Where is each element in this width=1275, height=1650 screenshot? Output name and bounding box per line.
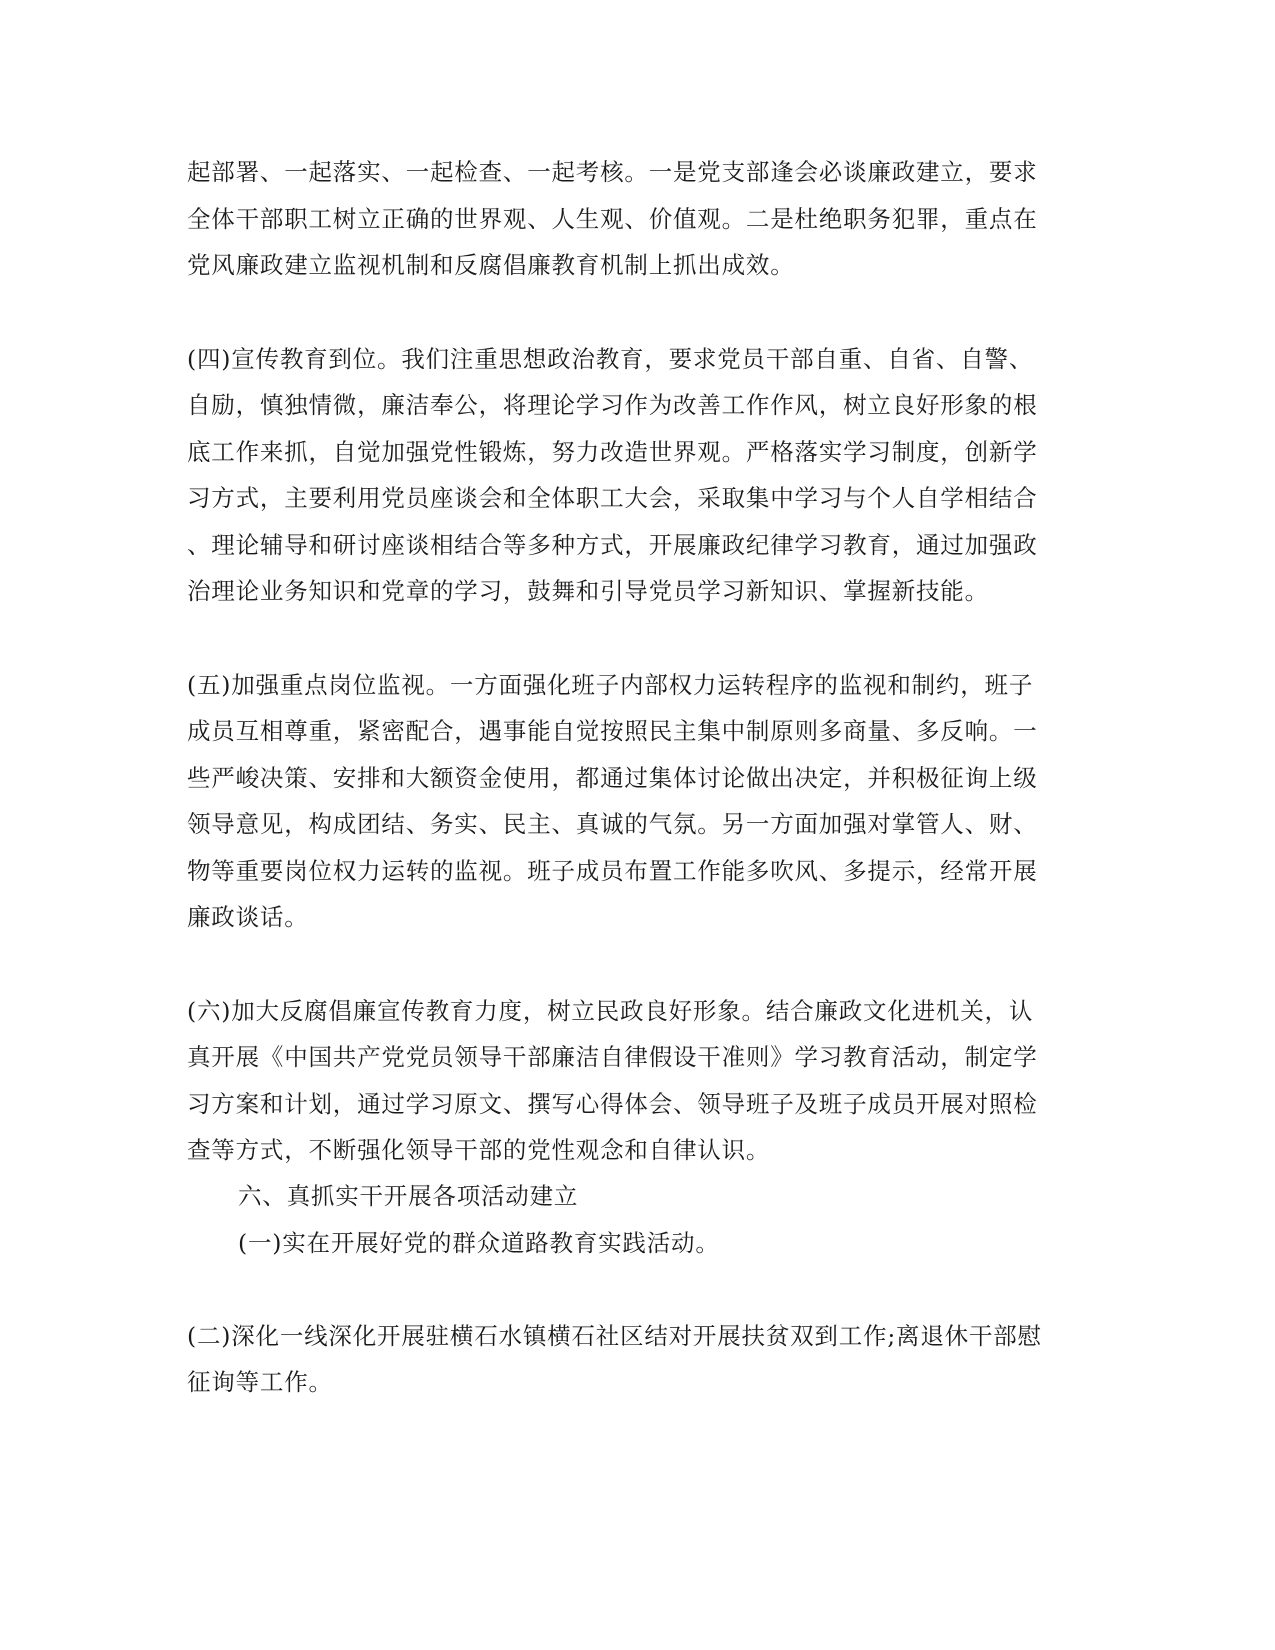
paragraph-line: 治理论业务知识和党章的学习，鼓舞和引导党员学习新知识、掌握新技能。	[187, 577, 989, 605]
list-item: (二)深化一线深化开展驻横石水镇横石社区结对开展扶贫双到工作;离退休干部慰	[187, 1322, 1042, 1350]
paragraph-line: 真开展《中国共产党党员领导干部廉洁自律假设干准则》学习教育活动，制定学	[187, 1043, 1038, 1071]
paragraph-line: 起部署、一起落实、一起检查、一起考核。一是党支部逢会必谈廉政建立，要求	[187, 158, 1038, 186]
paragraph-line: 底工作来抓，自觉加强党性锻炼，努力改造世界观。严格落实学习制度，创新学	[187, 438, 1038, 466]
paragraph-line: 全体干部职工树立正确的世界观、人生观、价值观。二是杜绝职务犯罪，重点在	[187, 205, 1038, 233]
paragraph-line: 廉政谈话。	[187, 903, 309, 931]
paragraph-line: 物等重要岗位权力运转的监视。班子成员布置工作能多吹风、多提示，经常开展	[187, 857, 1038, 885]
paragraph-line: 成员互相尊重，紧密配合，遇事能自觉按照民主集中制原则多商量、多反响。一	[187, 717, 1038, 745]
paragraph-line: 习方式，主要利用党员座谈会和全体职工大会，采取集中学习与个人自学相结合	[187, 484, 1038, 512]
paragraph-line: 、理论辅导和研讨座谈相结合等多种方式，开展廉政纪律学习教育，通过加强政	[187, 531, 1038, 559]
paragraph-line: 些严峻决策、安排和大额资金使用，都通过集体讨论做出决定，并积极征询上级	[187, 764, 1038, 792]
paragraph-line: 习方案和计划，通过学习原文、撰写心得体会、领导班子及班子成员开展对照检	[187, 1090, 1038, 1118]
paragraph-line: 自励，慎独情微，廉洁奉公，将理论学习作为改善工作作风，树立良好形象的根	[187, 391, 1038, 419]
section-heading: 六、真抓实干开展各项活动建立	[238, 1182, 579, 1210]
paragraph-line: 领导意见，构成团结、务实、民主、真诚的气氛。另一方面加强对掌管人、财、	[187, 810, 1038, 838]
paragraph-line: (六)加大反腐倡廉宣传教育力度，树立民政良好形象。结合廉政文化进机关，认	[187, 997, 1034, 1025]
paragraph-line: (五)加强重点岗位监视。一方面强化班子内部权力运转程序的监视和制约，班子	[187, 671, 1034, 699]
list-item: (一)实在开展好党的群众道路教育实践活动。	[238, 1229, 720, 1257]
list-item: 征询等工作。	[187, 1368, 333, 1396]
paragraph-line: 党风廉政建立监视机制和反腐倡廉教育机制上抓出成效。	[187, 251, 795, 279]
paragraph-line: 查等方式，不断强化领导干部的党性观念和自律认识。	[187, 1136, 771, 1164]
paragraph-line: (四)宣传教育到位。我们注重思想政治教育，要求党员干部自重、自省、自警、	[187, 345, 1034, 373]
